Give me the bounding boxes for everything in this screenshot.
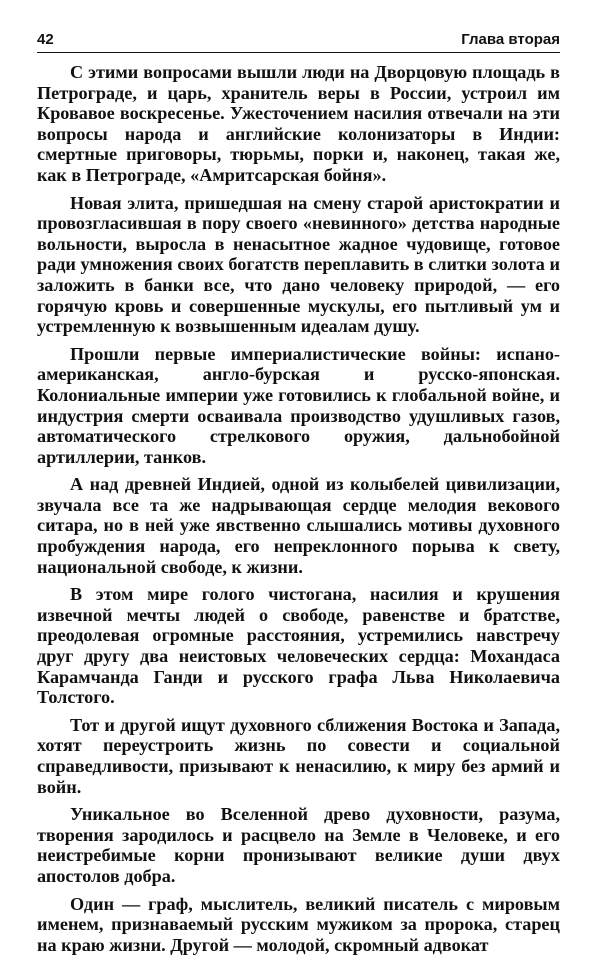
- paragraph-7: Уникальное во Вселенной древо духовности, разума, творения зародилось и расцвело на Земле в Человеке, и его неистребимые корни пронизывают великие души двух апостолов добра.: [37, 804, 560, 886]
- header-rule: [37, 52, 560, 53]
- paragraph-6: Тот и другой ищут духовного сближения Востока и Запада, хотят переустроить жизнь по совести и социальной справедливости, призывают к ненасилию, к миру без армий и войн.: [37, 714, 560, 797]
- chapter-title: Глава вторая: [461, 31, 560, 48]
- page-number: 42: [37, 31, 54, 48]
- paragraph-1: С этими вопросами вышли люди на Дворцовую площадь в Петрограде, и царь, хранитель веры в России, устроил им Кровавое воскресенье. Ужесточением насилия отвечали на эти вопросы народа и английские колонизаторы в Индии: смертные приговоры, тюрьмы, порки и, наконец, такая же, как в Петрограде, «Амритсарская бойня».: [37, 62, 560, 185]
- paragraph-4: А над древней Индией, одной из колыбелей цивилизации, звучала все та же надрывающая сердце мелодия векового ситара, но в ней уже явственно слышались мотивы духовного пробуждения народа, его непреклонного порыва к свету, национальной свободе, к жизни.: [37, 474, 560, 577]
- body-text: [37, 62, 560, 962]
- paragraph-3: Прошли первые империалистические войны: испано-американская, англо-бурская и русско-японская. Колониальные империи уже готовились к глобальной войне, и индустрия смерти осваивала производство удушливых газов, автоматического стрелкового оружия, дальнобойной артиллерии, танков.: [37, 343, 560, 467]
- paragraph-8: Один — граф, мыслитель, великий писатель с мировым именем, признаваемый русским мужиком за пророка, старец на краю жизни. Другой — молодой, скромный адвокат: [37, 893, 560, 955]
- paragraph-2: Новая элита, пришедшая на смену старой аристократии и провозгласившая в пору своего «невинного» детства народные вольности, выросла в ненасытное жадное чудовище, готовое ради умножения своих богатств переплавить в слитки золота и заложить в банки все, что дано человеку природой, — его горячую кровь и совершенные мускулы, его пытливый ум и устремленную к возвышенным идеалам душу.: [37, 192, 560, 337]
- paragraph-5: В этом мире голого чистогана, насилия и крушения извечной мечты людей о свободе, равенстве и братстве, преодолевая огромные расстояния, устремились навстречу друг другу два неистовых человеческих сердца: Мохандаса Карамчанда Ганди и русского графа Льва Николаевича Толстого.: [37, 584, 560, 708]
- running-head: [37, 30, 560, 52]
